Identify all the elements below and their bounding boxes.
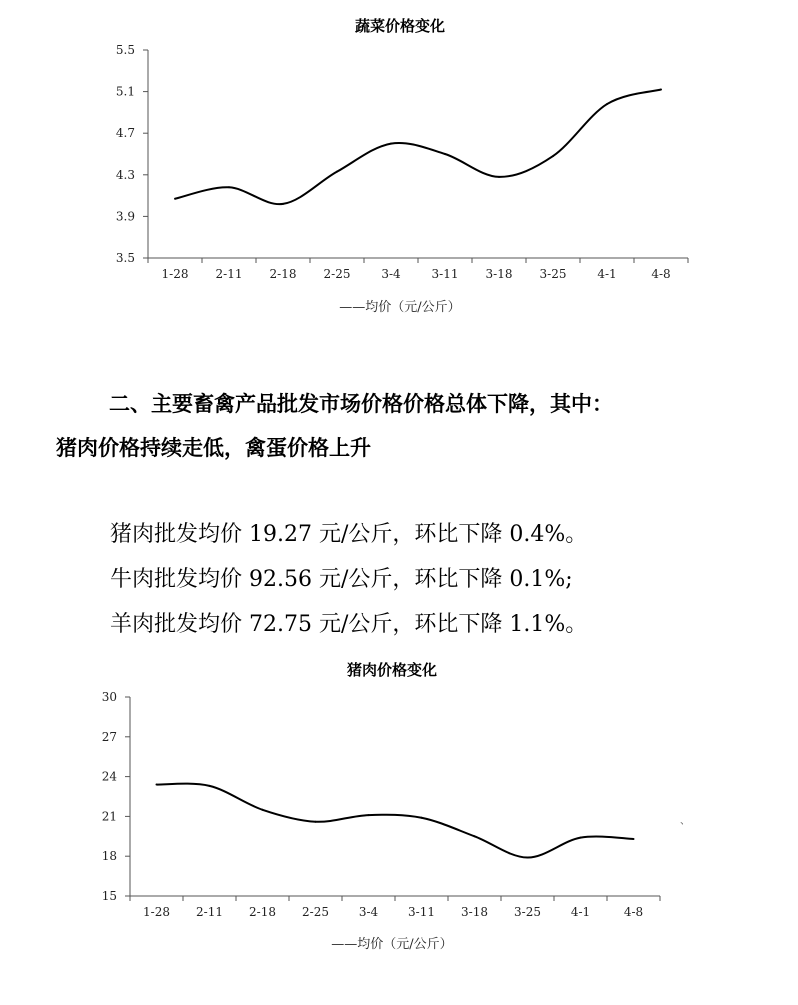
x-tick-label: 4-1 — [570, 905, 591, 919]
price-list — [110, 512, 587, 647]
mutton-price-line: 羊肉批发均价 72.75 元/公斤，环比下降 1.1%。 — [110, 612, 588, 637]
chart-legend: ——均价（元/公斤） — [339, 300, 461, 315]
data-point — [209, 785, 211, 787]
data-point — [444, 153, 446, 155]
data-point — [633, 838, 635, 840]
x-tick-label: 2-25 — [302, 905, 329, 919]
x-tick-label: 3-25 — [514, 905, 541, 919]
pork-price-chart — [0, 650, 798, 980]
data-point — [474, 835, 476, 837]
data-point — [174, 198, 176, 200]
x-tick-label: 4-1 — [597, 267, 617, 281]
x-tick-label: 3-11 — [408, 905, 435, 919]
data-point — [368, 814, 370, 816]
data-point — [498, 176, 500, 178]
pork-price-line: 猪肉批发均价 19.27 元/公斤，环比下降 0.4%。 — [110, 522, 588, 547]
x-tick-label: 2-11 — [196, 905, 223, 919]
chart-title: 蔬菜价格变化 — [354, 17, 446, 35]
x-tick-label: 3-25 — [539, 267, 567, 281]
series-line-avg-price — [175, 90, 661, 205]
y-tick-label: 24 — [101, 769, 117, 784]
stray-mark: 、 — [680, 816, 690, 827]
y-tick-label: 5.1 — [115, 84, 135, 99]
y-tick-label: 18 — [101, 849, 117, 864]
y-tick-label: 4.3 — [115, 167, 135, 182]
y-tick-label: 3.9 — [115, 209, 135, 224]
y-tick-label: 3.5 — [115, 251, 135, 265]
data-point — [606, 103, 608, 105]
x-tick-label: 2-18 — [269, 267, 297, 281]
data-point — [660, 89, 662, 91]
data-point — [282, 203, 284, 205]
y-tick-label: 4.7 — [115, 126, 135, 141]
y-tick-label: 27 — [101, 729, 117, 744]
y-tick-label: 30 — [101, 690, 117, 704]
data-point — [527, 857, 529, 859]
beef-price-line: 牛肉批发均价 92.56 元/公斤，环比下降 0.1%; — [110, 567, 573, 592]
x-tick-label: 2-18 — [249, 905, 276, 919]
x-tick-label: 4-8 — [651, 267, 671, 281]
x-tick-label: 3-18 — [485, 267, 513, 281]
x-tick-label: 2-11 — [215, 267, 243, 281]
chart-legend: ——均价（元/公斤） — [331, 937, 453, 952]
data-point — [262, 809, 264, 811]
section-heading — [56, 382, 756, 470]
y-tick-label: 21 — [101, 809, 117, 824]
x-tick-label: 4-8 — [623, 905, 644, 919]
data-point — [315, 821, 317, 823]
data-point — [156, 784, 158, 786]
data-point — [228, 186, 230, 188]
x-tick-label: 3-18 — [461, 905, 488, 919]
section-heading-line1: 二、主要畜禽产品批发市场价格价格总体下降，其中： — [109, 392, 613, 416]
data-point — [552, 155, 554, 157]
y-tick-label: 15 — [101, 889, 117, 903]
data-point — [336, 171, 338, 173]
x-tick-label: 2-25 — [323, 267, 351, 281]
x-tick-label: 3-4 — [358, 905, 379, 919]
x-tick-label: 1-28 — [161, 267, 189, 281]
data-point — [580, 837, 582, 839]
y-tick-label: 5.5 — [115, 43, 135, 57]
x-tick-label: 1-28 — [143, 905, 170, 919]
x-tick-label: 3-4 — [381, 267, 401, 281]
section-heading-line2: 猪肉价格持续走低，禽蛋价格上升 — [56, 436, 371, 460]
series-line-avg-price — [157, 784, 634, 858]
x-tick-label: 3-11 — [431, 267, 459, 281]
data-point — [421, 817, 423, 819]
chart-title: 猪肉价格变化 — [346, 661, 438, 679]
vegetable-price-chart — [0, 0, 798, 330]
data-point — [390, 143, 392, 145]
